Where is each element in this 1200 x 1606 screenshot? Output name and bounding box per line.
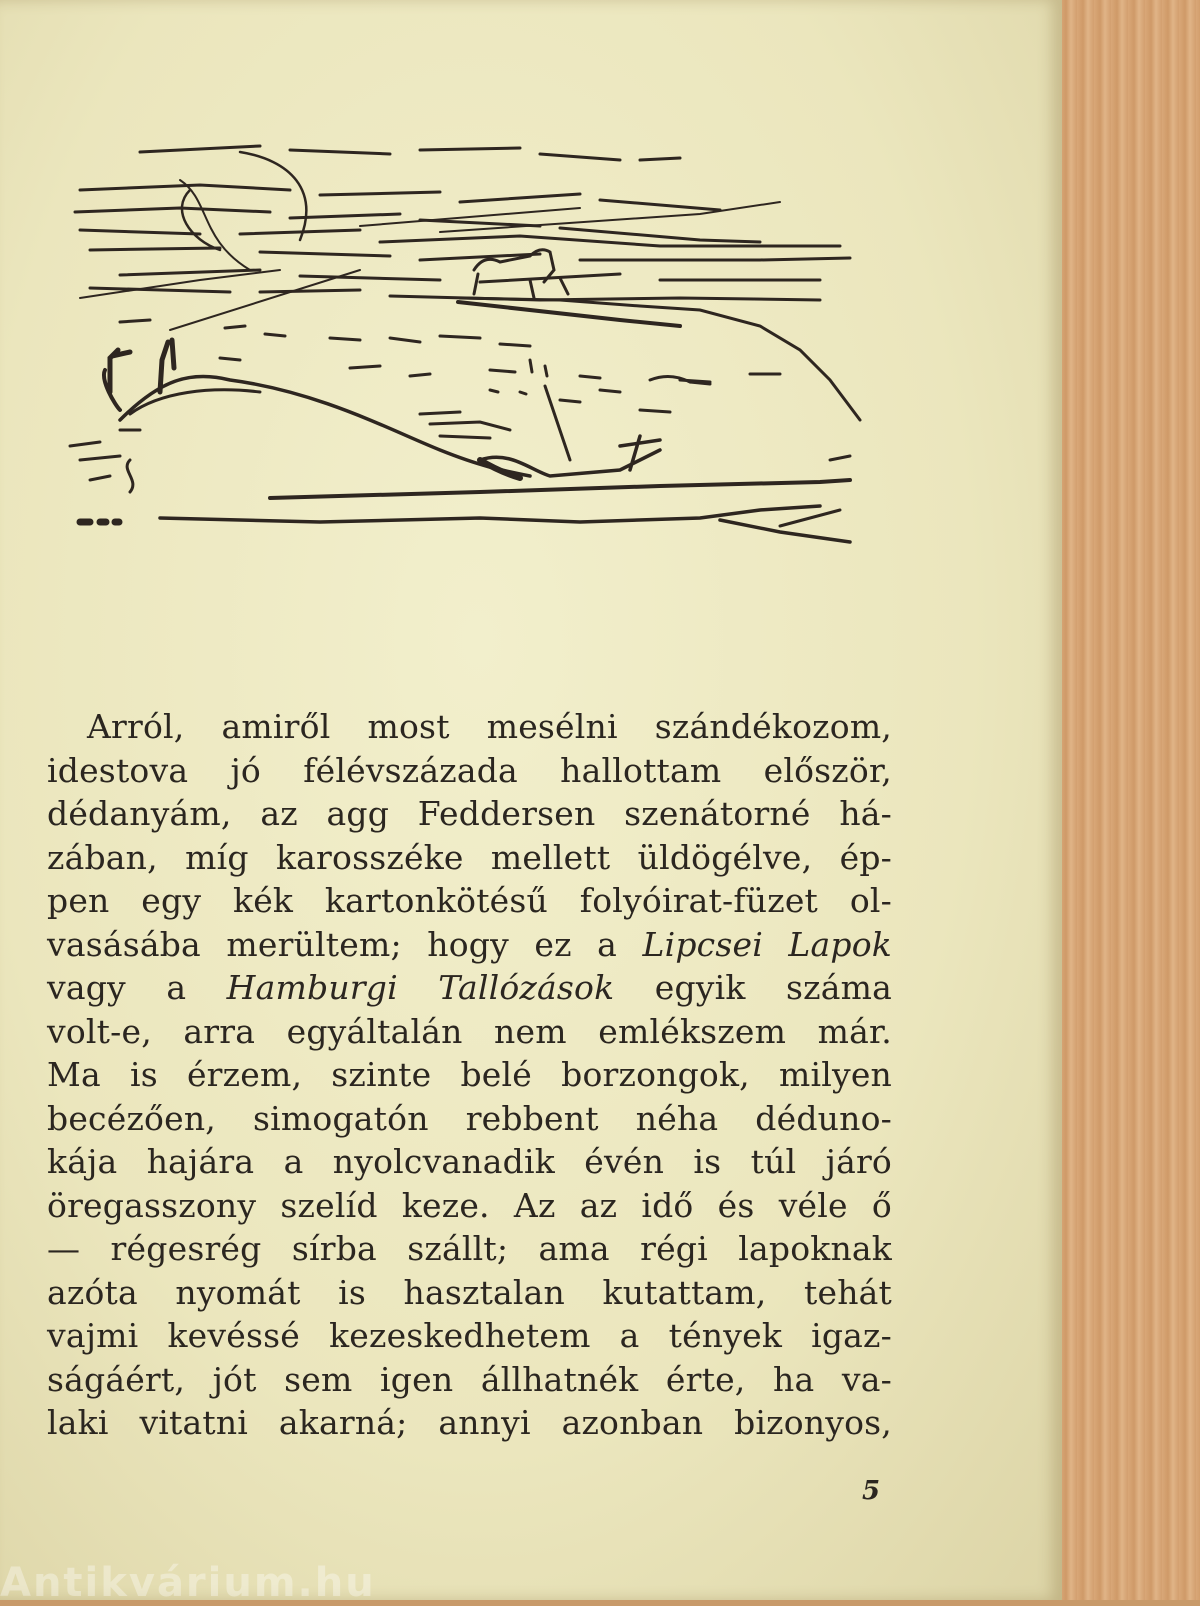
text-line: — régesrég sírba szállt; ama régi lapoknak <box>47 1229 892 1268</box>
text-line: idestova jó félévszázada hallottam először, <box>47 750 892 790</box>
text-line: pen egy kék kartonkötésű folyóirat-füzet ol- <box>47 881 892 920</box>
text-line: vajmi kevéssé kezeskedhetem a tények igaz- <box>47 1316 892 1355</box>
italic-title: Hamburgi Tallózások <box>226 968 615 1007</box>
text-line: dédanyám, az agg Feddersen szenátorné há- <box>47 794 892 833</box>
text-line: ságáért, jót sem igen állhatnék érte, ha va- <box>47 1359 892 1399</box>
page-number: 5 <box>862 1476 881 1506</box>
italic-title: Lipcsei Lapok <box>642 924 892 964</box>
book-spine-edge <box>1060 0 1200 1600</box>
text-line: vasásába merültem; hogy ez a Lipcsei Lapok <box>47 924 892 964</box>
text-line: vagy a Hamburgi Tallózások egyik száma <box>47 968 892 1007</box>
text-line: volt-e, arra egyáltalán nem emlékszem már. <box>47 1011 892 1051</box>
body-text <box>47 705 892 1445</box>
text-line: azóta nyomát is hasztalan kutattam, tehát <box>47 1272 892 1312</box>
watermark: Antikvárium.hu <box>0 1560 376 1606</box>
text-line: Ma is érzem, szinte belé borzongok, milyen <box>47 1055 892 1094</box>
text-line: becézően, simogatón rebbent néha déduno- <box>47 1098 892 1138</box>
text-line: Arról, amiről most mesélni szándékozom, <box>87 707 892 746</box>
text-line: öregasszony szelíd keze. Az az idő és véle ő <box>47 1185 892 1225</box>
text-line: kája hajára a nyolcvanadik évén is túl járó <box>47 1142 892 1181</box>
text-line: zában, míg karosszéke mellett üldögélve, ép- <box>47 837 892 877</box>
coastal-landscape-sketch-icon <box>60 130 880 570</box>
text-line: laki vitatni akarná; annyi azonban bizonyos, <box>47 1403 892 1442</box>
